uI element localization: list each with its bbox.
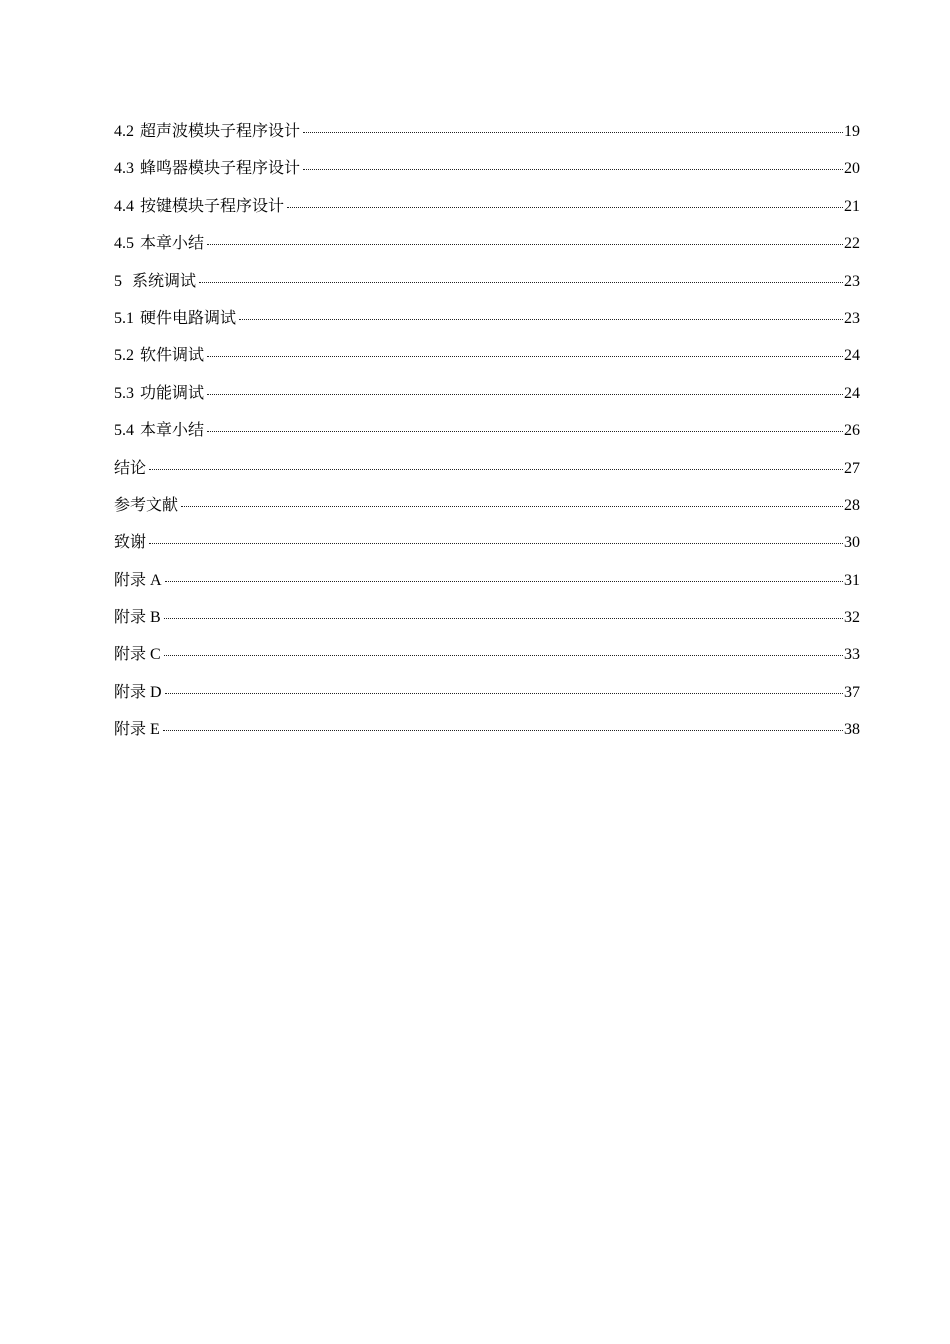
toc-entry[interactable] (114, 531, 860, 568)
toc-entry-number: 5.2 (114, 347, 134, 365)
dot-leader (162, 606, 843, 622)
toc-entry[interactable] (114, 157, 860, 194)
dot-leader (161, 718, 843, 734)
dot-leader (197, 270, 843, 286)
toc-entry[interactable] (114, 606, 860, 643)
toc-entry[interactable] (114, 681, 860, 718)
toc-entry-page: 26 (844, 422, 860, 440)
toc-entry-page: 22 (844, 235, 860, 253)
toc-entry[interactable] (114, 344, 860, 381)
toc-entry-number: 4.5 (114, 235, 134, 253)
toc-entry-title: 附录 D (114, 683, 162, 701)
toc-entry-number: 5.3 (114, 384, 134, 402)
toc-entry-title: 附录 C (114, 646, 161, 664)
toc-entry[interactable] (114, 718, 860, 755)
toc-entry-title: 结论 (114, 459, 147, 477)
toc-entry-page: 37 (844, 683, 860, 701)
toc-entry-page: 21 (844, 197, 860, 215)
toc-entry-page: 33 (844, 646, 860, 664)
toc-entry[interactable] (114, 195, 860, 232)
toc-entry-page: 20 (844, 160, 860, 178)
dot-leader (205, 419, 843, 435)
toc-entry-page: 19 (844, 123, 860, 140)
toc-entry-page: 23 (844, 272, 860, 290)
toc-entry-page: 32 (844, 609, 860, 627)
toc-entry-title: 超声波模块子程序设计 (140, 123, 301, 140)
toc-entry[interactable] (114, 307, 860, 344)
toc-entry[interactable] (114, 569, 860, 606)
toc-entry-number: 4.2 (114, 123, 134, 140)
toc-entry[interactable] (114, 494, 860, 531)
toc-entry-title: 致谢 (114, 534, 147, 552)
toc-entry-page: 24 (844, 347, 860, 365)
dot-leader (163, 569, 843, 585)
dot-leader (301, 120, 843, 136)
toc-entry-title: 系统调试 (132, 272, 197, 290)
dot-leader (205, 232, 843, 248)
dot-leader (285, 195, 843, 211)
toc-entry-number: 5.4 (114, 422, 134, 440)
toc-entry-page: 31 (844, 571, 860, 589)
toc-entry[interactable] (114, 270, 860, 307)
toc-entry-title: 本章小结 (140, 235, 205, 253)
toc-entry-page: 38 (844, 721, 860, 739)
toc-entry-page: 27 (844, 459, 860, 477)
toc-entry[interactable] (114, 457, 860, 494)
toc-entry-number: 5 (114, 272, 122, 290)
dot-leader (205, 344, 843, 360)
toc-entry[interactable] (114, 643, 860, 680)
toc-entry-page: 24 (844, 384, 860, 402)
toc-entry-number: 4.4 (114, 197, 134, 215)
dot-leader (179, 494, 843, 510)
toc-entry[interactable] (114, 232, 860, 269)
toc-entry-title: 蜂鸣器模块子程序设计 (140, 160, 301, 178)
toc-entry-title: 附录 B (114, 609, 161, 627)
toc-entry-title: 附录 E (114, 721, 160, 739)
toc-entry-number: 5.1 (114, 309, 134, 327)
dot-leader (147, 531, 843, 547)
toc-entry[interactable] (114, 382, 860, 419)
dot-leader (162, 643, 843, 659)
toc-entry-page: 28 (844, 496, 860, 514)
toc-entry-title: 本章小结 (140, 422, 205, 440)
toc-entry-title: 软件调试 (140, 347, 205, 365)
dot-leader (237, 307, 843, 323)
toc-entry-number: 4.3 (114, 160, 134, 178)
dot-leader (205, 382, 843, 398)
toc-entry[interactable] (114, 419, 860, 456)
table-of-contents (114, 120, 860, 756)
toc-entry-title: 按键模块子程序设计 (140, 197, 285, 215)
toc-entry-title: 参考文献 (114, 496, 179, 514)
dot-leader (301, 157, 843, 173)
toc-entry[interactable] (114, 120, 860, 157)
dot-leader (163, 681, 843, 697)
toc-entry-title: 硬件电路调试 (140, 309, 237, 327)
toc-entry-page: 23 (844, 309, 860, 327)
toc-entry-title: 功能调试 (140, 384, 205, 402)
dot-leader (147, 457, 843, 473)
toc-entry-title: 附录 A (114, 571, 162, 589)
toc-entry-page: 30 (844, 534, 860, 552)
